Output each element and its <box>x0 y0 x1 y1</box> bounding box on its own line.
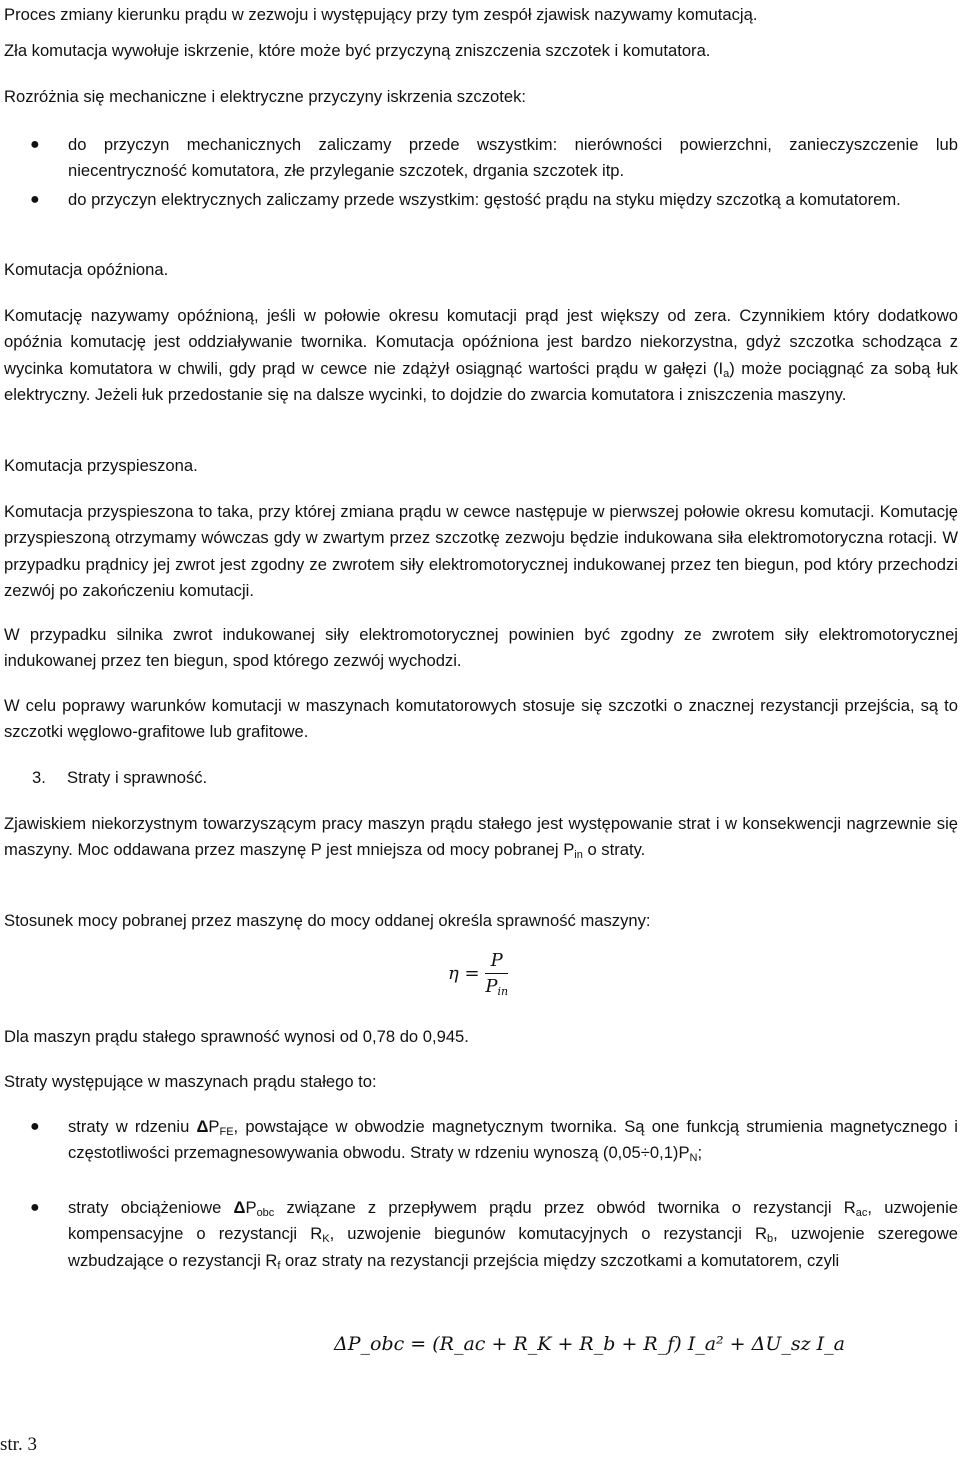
losses-equation: ΔP_obc = (R_ac + R_K + R_b + R_f) I_a² + ΔU_sz I_a <box>334 1333 846 1355</box>
bullet-icon: ● <box>30 191 40 208</box>
list-item: ● straty obciążeniowe $\Delta P_{obc}$ związane z przepływem prądu przez obwód twornika o rezystancji $R_{ac}$, uzwojenie kompensacyjne o rezystancji $R_K$, uzwojenie biegunów komutacyjnych o rezystancji $R_b$, uzwojenie szeregowe wzbudzające o rezystancji $R_f$ oraz straty na rezystancji przejścia między szczotkami a komutatorem, czyli <box>4 1195 958 1274</box>
efficiency-equation: η = $\frac{P}{P_{in}}$ <box>448 950 509 998</box>
subheading: Komutacja opóźniona. <box>4 260 169 279</box>
paragraph: Zła komutacja wywołuje iskrzenie, które może być przyczyną zniszczenia szczotek i komutatora. <box>4 41 711 60</box>
list-item: ● straty w rdzeniu $\Delta P_{FE}$, powstające w obwodzie magnetycznym twornika. Są one funkcją strumienia magnetycznego i częstotliwości przemagnesowywania obwodu. Straty w rdzeniu wynoszą $(0,05\div 0,1)P_N$; <box>4 1114 958 1167</box>
paragraph: Straty występujące w maszynach prądu stałego to: <box>4 1072 377 1091</box>
paragraph: Zjawiskiem niekorzystnym towarzyszącym pracy maszyn prądu stałego jest występowanie strat i w konsekwencji nagrzewnie się maszyny. Moc oddawana przez maszynę P jest mniejsza od mocy pobranej $P_{in}$ o straty. <box>4 814 958 862</box>
paragraph: W przypadku silnika zwrot indukowanej siły elektromotorycznej powinien być zgodny ze zwrotem siły elektromotorycznej indukowanej przez ten biegun, spod którego zezwój wychodzi. <box>4 625 958 671</box>
paragraph: Komutację nazywamy opóźnioną, jeśli w połowie okresu komutacji prąd jest większy od zera. Czynnikiem który dodatkowo opóźnia komutację jest oddziaływanie twornika. Komutacja opóźniona jest bardzo niekorzystna, gdyż szczotka schodząca z wycinka komutatora w chwili, gdy prąd w cewce nie zdążył osiągnąć wartości prądu w gałęzi $(I_a)$ może pociągnąć za sobą łuk elektryczny. Jeżeli łuk przedostanie się na dalsze wycinki, to dojdzie do zwarcia komutatora i zniszczenia maszyny. <box>4 306 958 405</box>
bullet-icon: ● <box>30 136 40 153</box>
paragraph: Komutacja przyspieszona to taka, przy której zmiana prądu w cewce następuje w pierwszej połowie okresu komutacji. Komutację przyspieszoną otrzymamy wówczas gdy w zwartym przez szczotkę zezwoju będzie indukowana siła elektromotoryczna rotacji. W przypadku prądnicy jej zwrot jest zgodny ze zwrotem siły elektromotorycznej indukowanej przez ten biegun, pod który przechodzi zezwój po zakończeniu komutacji. <box>4 502 958 601</box>
paragraph: Proces zmiany kierunku prądu w zezwoju i występujący przy tym zespół zjawisk nazywamy komutacją. <box>4 5 758 24</box>
section-heading: 3. Straty i sprawność. <box>32 768 208 787</box>
list-item: ● do przyczyn mechanicznych zaliczamy przede wszystkim: nierówności powierzchni, zanieczyszczenie lub niecentryczność komutatora, złe przyleganie szczotek, drgania szczotek itp. <box>4 132 958 185</box>
subheading: Komutacja przyspieszona. <box>4 456 198 475</box>
paragraph: Rozróżnia się mechaniczne i elektryczne przyczyny iskrzenia szczotek: <box>4 87 526 106</box>
paragraph: Stosunek mocy pobranej przez maszynę do mocy oddanej określa sprawność maszyny: <box>4 911 651 930</box>
list-item: ● do przyczyn elektrycznych zaliczamy przede wszystkim: gęstość prądu na styku między szczotką a komutatorem. <box>4 187 958 213</box>
paragraph: Dla maszyn prądu stałego sprawność wynosi od 0,78 do 0,945. <box>4 1027 469 1046</box>
bullet-icon: ● <box>30 1199 40 1216</box>
paragraph: W celu poprawy warunków komutacji w maszynach komutatorowych stosuje się szczotki o znacznej rezystancji przejścia, są to szczotki węglowo-grafitowe lub grafitowe. <box>4 696 958 742</box>
bullet-icon: ● <box>30 1118 40 1135</box>
page-number: str. 3 <box>0 1434 37 1455</box>
